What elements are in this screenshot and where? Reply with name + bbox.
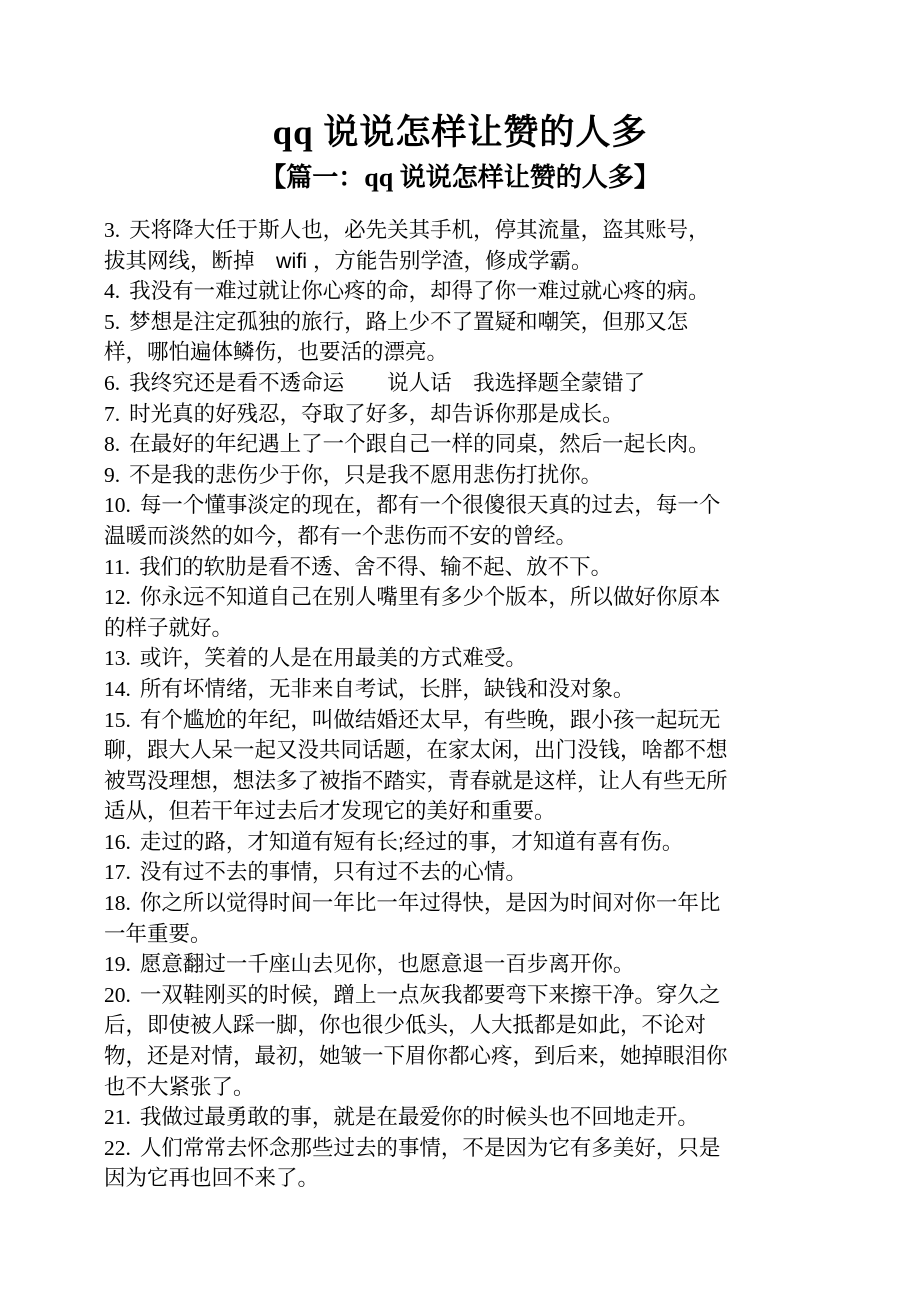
item-number: 8. xyxy=(104,432,121,457)
list-item xyxy=(104,276,728,307)
list-item xyxy=(104,582,728,643)
item-number: 17. xyxy=(104,860,131,885)
item-text: 人们常常去怀念那些过去的事情，不是因为它有多美好，只是因为它再也回不来了。 xyxy=(104,1135,721,1191)
item-number: 10. xyxy=(104,493,131,518)
item-number: 19. xyxy=(104,952,131,977)
item-text: 所有坏情绪，无非来自考试，长胖，缺钱和没对象。 xyxy=(139,676,635,701)
item-text: 或许，笑着的人是在用最美的方式难受。 xyxy=(139,646,527,671)
list-item xyxy=(104,215,728,276)
item-text: 我做过最勇敢的事，就是在最爱你的时候头也不回地走开。 xyxy=(139,1105,699,1130)
item-text: 我终究还是看不透命运 说人话 我选择题全蒙错了 xyxy=(129,370,646,395)
item-text: 一双鞋刚买的时候，蹭上一点灰我都要弯下来擦干净。穿久之后，即使被人踩一脚，你也很少低头，人大抵都是如此，不论对物，还是对情，最初，她皱一下眉你都心疼，到后来，她掉眼泪你也不大紧张了。 xyxy=(104,982,728,1099)
item-number: 5. xyxy=(104,309,121,334)
item-number: 3. xyxy=(104,218,121,242)
list-item xyxy=(104,827,728,858)
item-text: 每一个懂事淡定的现在，都有一个很傻很天真的过去，每一个温暖而淡然的如今，都有一个悲伤而不安的曾经。 xyxy=(104,493,721,548)
item-text: 时光真的好残忍，夺取了好多，却告诉你那是成长。 xyxy=(129,401,624,426)
item-number: 21. xyxy=(104,1105,131,1130)
list-item xyxy=(104,1133,728,1194)
item-number: 20. xyxy=(104,982,131,1007)
quote-list xyxy=(104,215,728,1194)
list-item xyxy=(104,399,728,430)
item-text: 天将降大任于斯人也，必先关其手机，停其流量，盗其账号，拔其网线，断掉 wifi ，方能告别学渣，修成学霸。 xyxy=(104,218,710,273)
list-item xyxy=(104,552,728,583)
item-text: 我们的软肋是看不透、舍不得、输不起、放不下。 xyxy=(139,554,613,579)
section-heading: 【篇一：qq 说说怎样让赞的人多】 xyxy=(260,163,660,192)
list-item xyxy=(104,888,728,949)
list-item xyxy=(104,949,728,980)
item-text: 不是我的悲伤少于你，只是我不愿用悲伤打扰你。 xyxy=(129,462,603,487)
item-number: 18. xyxy=(104,891,131,916)
item-text: 你之所以觉得时间一年比一年过得快，是因为时间对你一年比一年重要。 xyxy=(104,891,721,946)
list-item xyxy=(104,429,728,460)
item-number: 11. xyxy=(104,554,131,579)
item-text: 在最好的年纪遇上了一个跟自己一样的同桌，然后一起长肉。 xyxy=(129,432,710,457)
list-item xyxy=(104,705,728,827)
list-item xyxy=(104,460,728,491)
item-number: 4. xyxy=(104,279,121,304)
item-number: 9. xyxy=(104,462,121,487)
item-number: 6. xyxy=(104,370,121,395)
list-item xyxy=(104,674,728,705)
list-item xyxy=(104,1102,728,1133)
item-number: 13. xyxy=(104,646,131,671)
list-item xyxy=(104,643,728,674)
list-item xyxy=(104,307,728,368)
item-text: 我没有一难过就让你心疼的命，却得了你一难过就心疼的病。 xyxy=(129,279,710,304)
item-text: 没有过不去的事情，只有过不去的心情。 xyxy=(139,860,527,885)
item-number: 12. xyxy=(104,585,131,610)
item-text: 走过的路，才知道有短有长;经过的事，才知道有喜有伤。 xyxy=(139,829,684,854)
item-text: 你永远不知道自己在别人嘴里有多少个版本，所以做好你原本的样子就好。 xyxy=(104,585,721,640)
page-title: qq 说说怎样让赞的人多 xyxy=(272,113,648,152)
item-number: 15. xyxy=(104,707,131,732)
item-text: 有个尴尬的年纪，叫做结婚还太早，有些晚，跟小孩一起玩无聊，跟大人呆一起又没共同话题，在家太闲，出门没钱，啥都不想被骂没理想，想法多了被指不踏实，青春就是这样，让人有些无所适从，但若干年过去后才发现它的美好和重要。 xyxy=(104,707,728,824)
list-item xyxy=(104,857,728,888)
list-item xyxy=(104,490,728,551)
list-item xyxy=(104,368,728,399)
item-number: 14. xyxy=(104,676,131,701)
item-number: 22. xyxy=(104,1135,131,1160)
item-text: 梦想是注定孤独的旅行，路上少不了置疑和嘲笑，但那又怎样，哪怕遍体鳞伤，也要活的漂亮。 xyxy=(104,309,689,365)
list-item xyxy=(104,980,728,1102)
item-number: 16. xyxy=(104,829,131,854)
item-number: 7. xyxy=(104,401,121,426)
item-text: 愿意翻过一千座山去见你，也愿意退一百步离开你。 xyxy=(139,952,635,977)
